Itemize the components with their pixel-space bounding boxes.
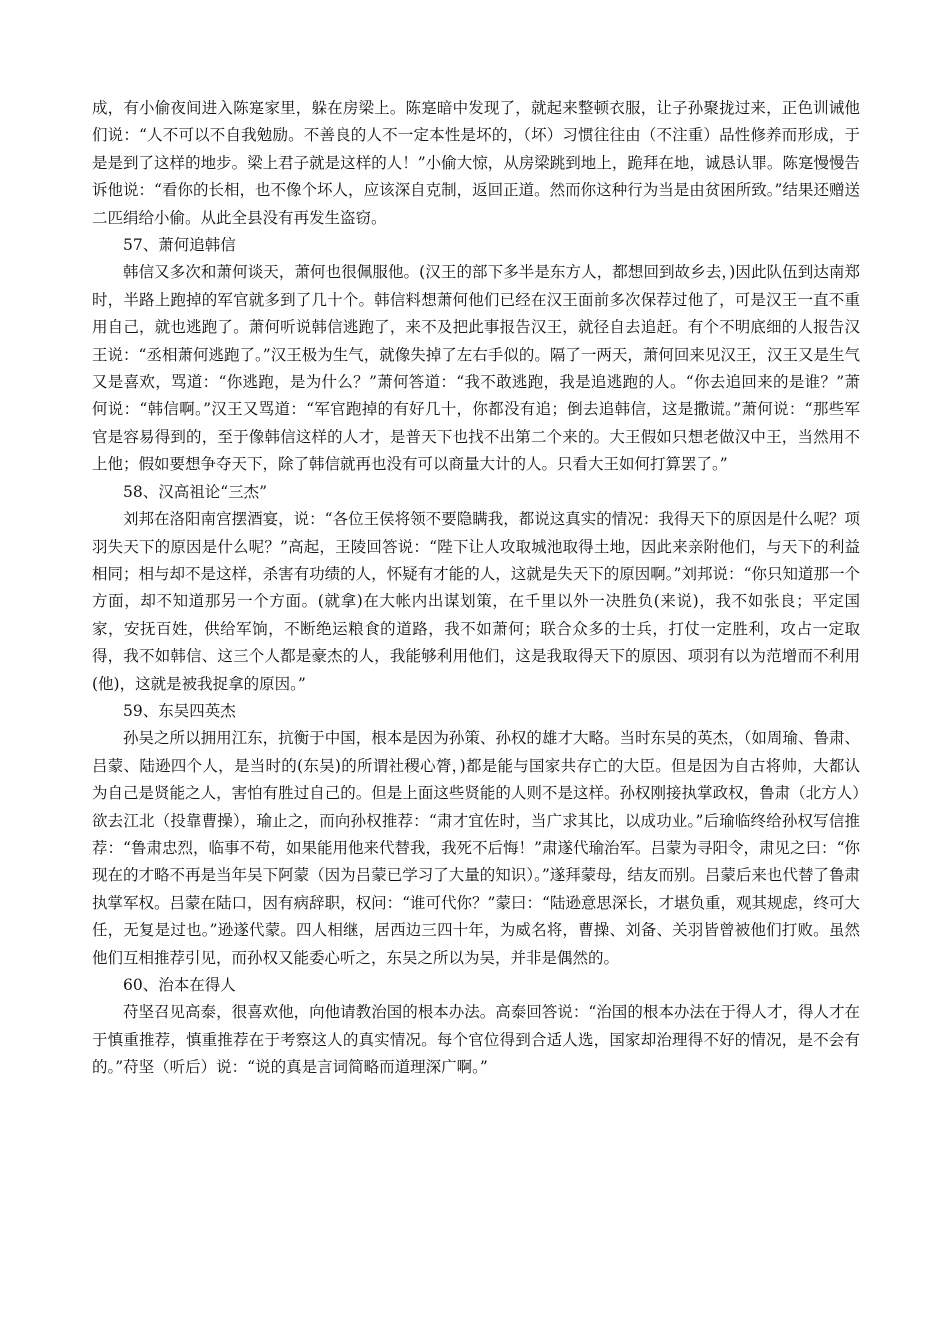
document-page	[92, 95, 860, 1082]
section-body-59: 孙吴之所以拥用江东，抗衡于中国，根本是因为孙策、孙权的雄才大略。当时东吴的英杰，（如周瑜、鲁肃、吕蒙、陆逊四个人，是当时的(东吴)的所谓社稷心膂，)都是能与国家共存亡的大臣。但是因为自古将帅，大都认为自己是贤能之人，害怕有胜过自己的。但是上面这些贤能的人则不是这样。孙权刚接执掌政权，鲁肃（北方人）欲去江北（投靠曹操），瑜止之，而向孙权推荐：“肃才宜佐时，当广求其比，以成功业。”后瑜临终给孙权写信推荐：“鲁肃忠烈，临事不苟，如果能用他来代替我，我死不后悔！”肃遂代瑜治军。吕蒙为寻阳令，肃见之曰：“你现在的才略不再是当年吴下阿蒙（因为吕蒙已学习了大量的知识）。”遂拜蒙母，结友而别。吕蒙后来也代替了鲁肃执掌军权。吕蒙在陆口，因有病辞职，权问：“谁可代你？”蒙曰：“陆逊意思深长，才堪负重，观其规虑，终可大任，无复是过也。”逊遂代蒙。四人相继，居西边三四十年，为威名将，曹操、刘备、关羽皆曾被他们打败。虽然他们互相推荐引见，而孙权又能委心听之，东吴之所以为吴，并非是偶然的。	[92, 729, 860, 967]
section-heading-59: 59、东吴四英杰	[123, 701, 236, 720]
section-heading-57: 57、萧何追韩信	[123, 236, 236, 255]
section-body-60: 苻坚召见高泰，很喜欢他，向他请教治国的根本办法。高泰回答说：“治国的根本办法在于得人才，得人才在于慎重推荐，慎重推荐在于考察这人的真实情况。每个官位得到合适人选，国家却治理得不好的情况，是不会有的。”苻坚（听后）说：“说的真是言词简略而道理深广啊。”	[92, 1003, 860, 1077]
section-heading-60: 60、治本在得人	[123, 976, 236, 994]
section-body-58: 刘邦在洛阳南宫摆酒宴，说：“各位王侯将领不要隐瞒我，都说这真实的情况：我得天下的原因是什么呢？项羽失天下的原因是什么呢？”高起，王陵回答说：“陛下让人攻取城池取得土地，因此来亲附他们，与天下的利益相同；相与却不是这样，杀害有功绩的人，怀疑有才能的人，这就是失天下的原因啊。”刘邦说：“你只知道那一个方面，却不知道那另一个方面。(就拿)在大帐内出谋划策，在千里以外一决胜负(来说)，我不如张良；平定国家，安抚百姓，供给军饷，不断绝运粮食的道路，我不如萧何；联合众多的士兵，打仗一定胜利，攻占一定取得，我不如韩信、这三个人都是豪杰的人，我能够利用他们，这是我取得天下的原因、项羽有以为范增而不利用(他)，这就是被我捉拿的原因。”	[92, 510, 860, 693]
section-heading-58: 58、汉高祖论“三杰”	[123, 482, 268, 501]
intro-paragraph: 成，有小偷夜间进入陈寔家里，躲在房梁上。陈寔暗中发现了，就起来整顿衣服，让子孙聚拢过来，正色训诫他们说：“人不可以不自我勉励。不善良的人不一定本性是坏的，（坏）习惯往往由（不注重）品性修养而形成，于是是到了这样的地步。梁上君子就是这样的人！”小偷大惊，从房梁跳到地上，跪拜在地，诚恳认罪。陈寔慢慢告诉他说：“看你的长相，也不像个坏人，应该深自克制，返回正道。然而你这种行为当是由贫困所致。”结果还赠送二匹绢给小偷。从此全县没有再发生盗窃。	[92, 99, 860, 227]
section-body-57: 韩信又多次和萧何谈天，萧何也很佩服他。(汉王的部下多半是东方人，都想回到故乡去，)因此队伍到达南郑时，半路上跑掉的军官就多到了几十个。韩信料想萧何他们已经在汉王面前多次保荐过他了，可是汉王一直不重用自己，就也逃跑了。萧何听说韩信逃跑了，来不及把此事报告汉王，就径自去追赶。有个不明底细的人报告汉王说：“丞相萧何逃跑了。”汉王极为生气，就像失掉了左右手似的。隔了一两天，萧何回来见汉王，汉王又是生气又是喜欢，骂道：“你逃跑，是为什么？”萧何答道：“我不敢逃跑，我是追逃跑的人。“你去追回来的是谁？”萧何说：“韩信啊。”汉王又骂道：“军官跑掉的有好几十，你都没有追；倒去追韩信，这是撒谎。”萧何说：“那些军官是容易得到的，至于像韩信这样的人才，是普天下也找不出第二个来的。大王假如只想老做汉中王，当然用不上他；假如要想争夺天下，除了韩信就再也没有可以商量大计的人。只看大王如何打算罢了。”	[92, 263, 860, 474]
